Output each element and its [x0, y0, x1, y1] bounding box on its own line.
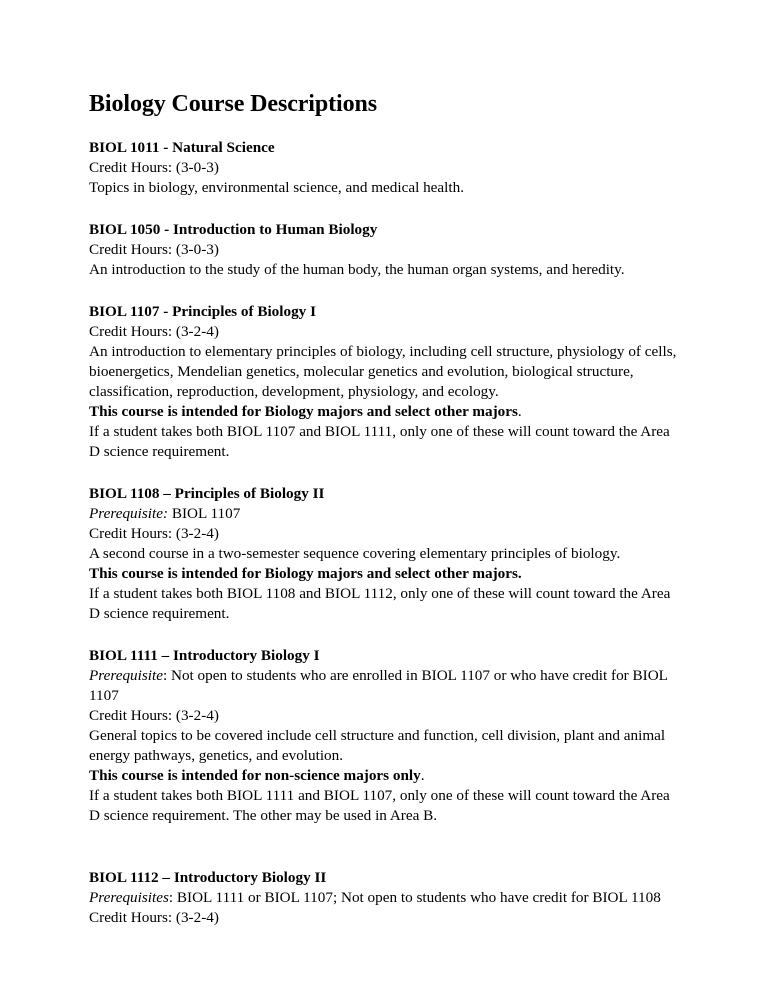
course-prerequisite-continued: 1107	[89, 687, 119, 704]
intended-text: This course is intended for non-science majors only	[89, 767, 421, 784]
course-title: BIOL 1011 - Natural Science	[89, 139, 275, 156]
prerequisite-label: Prerequisite:	[89, 505, 169, 522]
course-description-line: energy pathways, genetics, and evolution.	[89, 747, 344, 764]
course-title: BIOL 1107 - Principles of Biology I	[89, 303, 316, 320]
course-description: Topics in biology, environmental science, and medical health.	[89, 179, 464, 196]
prerequisite-label: Prerequisite	[89, 667, 163, 684]
prerequisite-text: BIOL 1107	[168, 505, 241, 522]
course-biol-1112	[89, 868, 698, 928]
course-note-line: If a student takes both BIOL 1111 and BIOL 1107, only one of these will count toward the Area	[89, 787, 670, 804]
course-credit-hours: Credit Hours: (3-0-3)	[89, 159, 219, 176]
course-description-line: classification, reproduction, development, physiology, and ecology.	[89, 383, 499, 400]
course-prerequisite	[89, 666, 698, 686]
course-biol-1107	[89, 302, 698, 462]
intended-text: This course is intended for Biology majors and select other majors	[89, 403, 518, 420]
course-title: BIOL 1112 – Introductory Biology II	[89, 869, 327, 886]
prerequisite-text: : BIOL 1111 or BIOL 1107; Not open to students who have credit for BIOL 1108	[168, 889, 661, 906]
course-intended-audience	[89, 766, 698, 786]
course-biol-1050	[89, 220, 698, 280]
course-intended-audience	[89, 402, 698, 422]
prerequisite-text: : Not open to students who are enrolled in BIOL 1107 or who have credit for BIOL	[162, 667, 668, 684]
course-description-line: General topics to be covered include cell structure and function, cell division, plant and animal	[89, 727, 666, 744]
course-credit-hours: Credit Hours: (3-2-4)	[89, 323, 219, 340]
document-title: Biology Course Descriptions	[89, 91, 377, 117]
course-title: BIOL 1108 – Principles of Biology II	[89, 485, 325, 502]
course-note-line: D science requirement. The other may be used in Area B.	[89, 807, 438, 824]
prerequisite-label: Prerequisites	[89, 889, 169, 906]
course-description-line: bioenergetics, Mendelian genetics, molecular genetics and evolution, biological structure,	[89, 363, 634, 380]
course-intended-audience: This course is intended for Biology majors and select other majors.	[89, 565, 522, 582]
course-prerequisite	[89, 504, 698, 524]
course-description: An introduction to the study of the human body, the human organ systems, and heredity.	[89, 261, 625, 278]
course-credit-hours: Credit Hours: (3-2-4)	[89, 707, 219, 724]
intended-punctuation: .	[517, 403, 522, 420]
course-description: A second course in a two-semester sequence covering elementary principles of biology.	[89, 545, 621, 562]
course-note-line: D science requirement.	[89, 605, 230, 622]
intended-punctuation: .	[420, 767, 425, 784]
course-description-line: An introduction to elementary principles of biology, including cell structure, physiology of cells,	[89, 343, 677, 360]
course-title: BIOL 1050 - Introduction to Human Biology	[89, 221, 378, 238]
course-note-line: D science requirement.	[89, 443, 230, 460]
course-credit-hours: Credit Hours: (3-2-4)	[89, 525, 219, 542]
course-biol-1011	[89, 138, 698, 198]
course-note-line: If a student takes both BIOL 1108 and BIOL 1112, only one of these will count toward the Area	[89, 585, 671, 602]
course-biol-1111	[89, 646, 698, 826]
course-title: BIOL 1111 – Introductory Biology I	[89, 647, 320, 664]
course-credit-hours: Credit Hours: (3-2-4)	[89, 909, 219, 926]
course-biol-1108	[89, 484, 698, 624]
course-prerequisite	[89, 888, 698, 908]
course-note-line: If a student takes both BIOL 1107 and BIOL 1111, only one of these will count toward the Area	[89, 423, 670, 440]
course-credit-hours: Credit Hours: (3-0-3)	[89, 241, 219, 258]
